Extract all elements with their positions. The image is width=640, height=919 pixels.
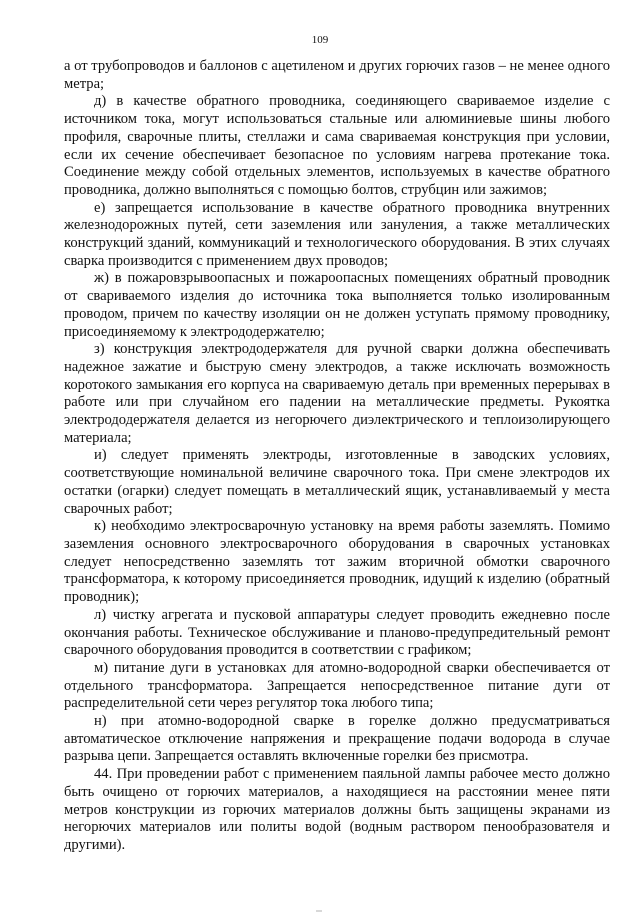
paragraph-item-k: к) необходимо электросварочную установку на время работы заземлять. Помимо заземления основного электросварочного оборудования в сварочных установках следует непосредственно заземлять тот зажим вторичной обмотки сварочного трансформатора, к которому присоединяется проводник, идущий к изделию (обратный проводник); xyxy=(64,518,610,606)
paragraph-item-n: н) при атомно-водородной сварке в горелке должно предусматриваться автоматическое отключение напряжения и прекращение подачи водорода в случае разрыва цепи. Запрещается оставлять включенные горелки без присмотра. xyxy=(64,713,610,765)
paragraph-section-44: 44. При проведении работ с применением паяльной лампы рабочее место должно быть очищено от горючих материалов, а находящиеся на расстоянии менее пяти метров конструкции из горючих материалов должны быть защищены экранами из негорючих материалов или политы водой (водным раствором пенообразователя и другими). xyxy=(64,766,610,853)
paragraph-continuation: а от трубопроводов и баллонов с ацетиленом и других горючих газов – не менее одного метра; xyxy=(64,58,610,92)
paragraph-item-m: м) питание дуги в установках для атомно-водородной сварки обеспечивается от отдельного трансформатора. Запрещается непосредственное питание дуги от распределительной сети через регулятор тока любого типа; xyxy=(64,659,610,712)
paragraph-item-z: з) конструкция электрододержателя для ручной сварки должна обеспечивать надежное зажатие и быструю смену электродов, а также исключать возможность коротокого замыкания его корпуса на свариваемую деталь при временных перерывах в работе или при случайном его падении на металлические предметы. Рукоятка электрододержателя делается из негорючего диэлектрического и теплоизолирующего материала; xyxy=(64,341,610,446)
page-number: 109 xyxy=(311,34,329,46)
paragraph-item-e: е) запрещается использование в качестве обратного проводника внутренних железнодорожных путей, сети заземления или зануления, а также металлических конструкций зданий, коммуникаций и технологического оборудования. В этих случаях сварка производится с применением двух проводов; xyxy=(64,199,610,269)
scan-artifact xyxy=(316,910,322,912)
document-body xyxy=(64,58,610,855)
paragraph-item-d: д) в качестве обратного проводника, соединяющего свариваемое изделие с источником тока, могут использоваться стальные или алюминиевые шины любого профиля, сварочные плиты, стеллажи и сама свариваемая конструкция при условии, если их сечение обеспечивает безопасное по условиям нагрева протекание тока. Соединение между собой отдельных элементов, используемых в качестве обратного проводника, должно выполняться с помощью болтов, струбцин или зажимов; xyxy=(64,93,610,198)
paragraph-item-l: л) чистку агрегата и пусковой аппаратуры следует проводить ежедневно после окончания работы. Техническое обслуживание и планово-предупредительный ремонт сварочного оборудования проводится в соответствии с графиком; xyxy=(64,606,610,659)
paragraph-item-zh: ж) в пожаровзрывоопасных и пожароопасных помещениях обратный проводник от свариваемого изделия до источника тока выполняется только изолированным проводом, причем по качеству изоляции он не должен уступать прямому проводнику, присоединяемому к электрододержателю; xyxy=(64,270,610,340)
paragraph-item-i: и) следует применять электроды, изготовленные в заводских условиях, соответствующие номинальной величине сварочного тока. При смене электродов их остатки (огарки) следует помещать в металлический ящик, устанавливаемый у места сварочных работ; xyxy=(64,447,610,517)
